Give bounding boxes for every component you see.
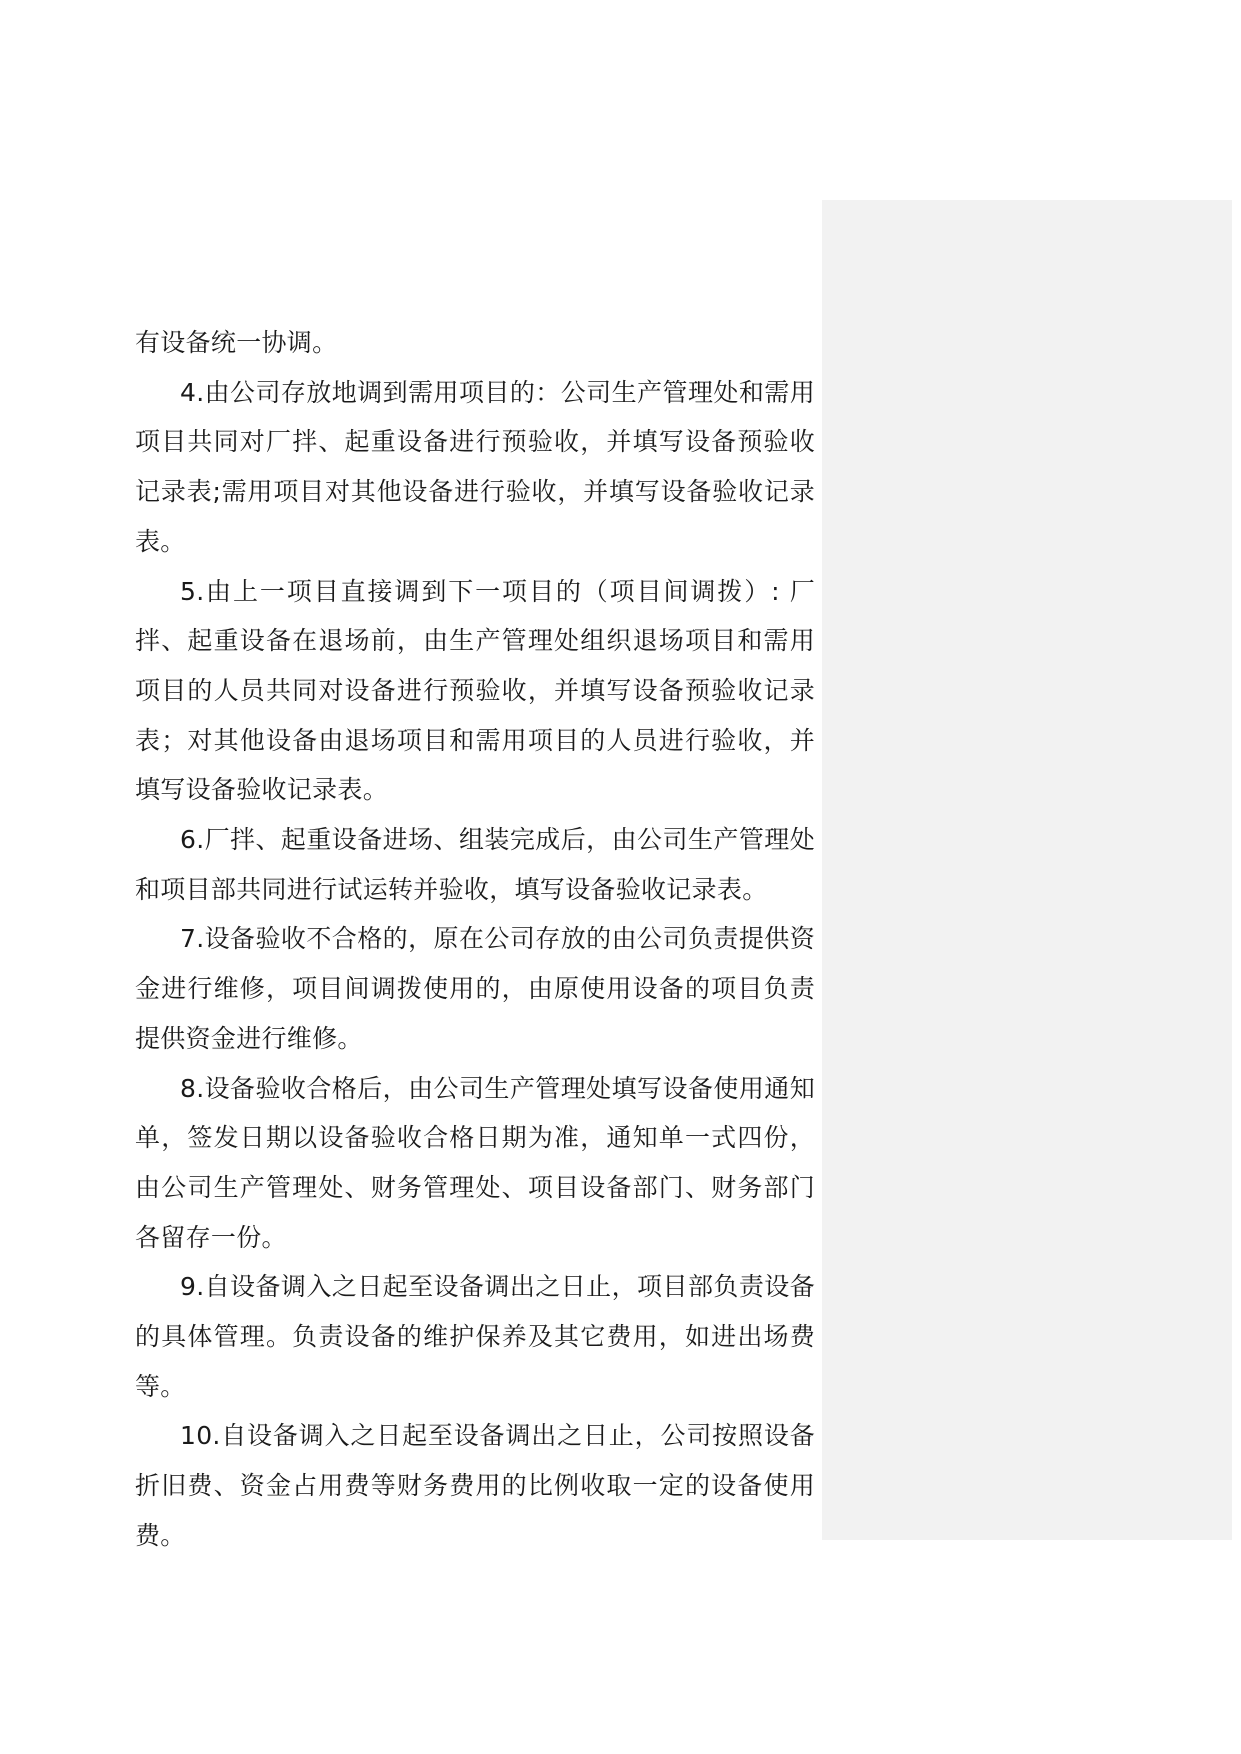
comment-margin-pane <box>822 200 1232 1540</box>
paragraph-item-7: 7.设备验收不合格的，原在公司存放的由公司负责提供资金进行维修，项目间调拨使用的，由原使用设备的项目负责提供资金进行维修。 <box>135 924 815 1053</box>
paragraph-item-9: 9.自设备调入之日起至设备调出之日止，项目部负责设备的具体管理。负责设备的维护保养及其它费用，如进出场费等。 <box>135 1272 815 1401</box>
paragraph-item-4: 4.由公司存放地调到需用项目的：公司生产管理处和需用项目共同对厂拌、起重设备进行预验收，并填写设备预验收记录表;需用项目对其他设备进行验收，并填写设备验收记录表。 <box>135 377 815 556</box>
paragraph-continuation: 有设备统一协调。 <box>135 328 338 357</box>
paragraph-item-8: 8.设备验收合格后，由公司生产管理处填写设备使用通知单，签发日期以设备验收合格日期为准，通知单一式四份，由公司生产管理处、财务管理处、项目设备部门、财务部门各留存一份。 <box>135 1073 815 1252</box>
paragraph-item-5: 5.由上一项目直接调到下一项目的（项目间调拨）: 厂拌、起重设备在退场前，由生产管理处组织退场项目和需用项目的人员共同对设备进行预验收，并填写设备预验收记录表；对其他设备由退场项目和需用项目的人员进行验收，并填写设备验收记录表。 <box>135 576 815 805</box>
paragraph-item-6: 6.厂拌、起重设备进场、组装完成后，由公司生产管理处和项目部共同进行试运转并验收，填写设备验收记录表。 <box>135 825 815 904</box>
paragraph-item-10: 10.自设备调入之日起至设备调出之日止，公司按照设备折旧费、资金占用费等财务费用的比例收取一定的设备使用费。 <box>135 1421 815 1550</box>
document-body <box>135 318 815 1561</box>
